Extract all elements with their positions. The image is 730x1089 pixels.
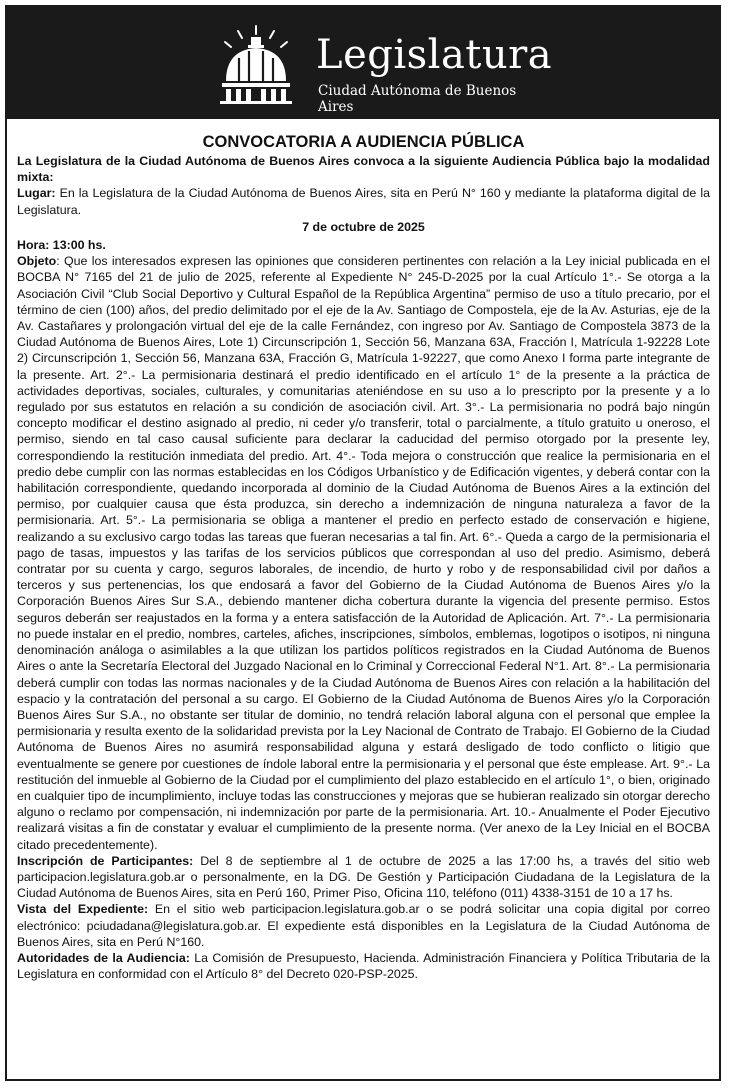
lugar-paragraph — [17, 185, 710, 217]
objeto-paragraph — [17, 253, 710, 853]
hearing-time: Hora: 13:00 hs. — [17, 238, 106, 253]
autoridades-paragraph — [17, 950, 710, 982]
notice-frame — [5, 5, 721, 1081]
notice-title: CONVOCATORIA A AUDIENCIA PÚBLICA — [202, 133, 525, 151]
vista-paragraph — [17, 901, 710, 950]
brand-subtitle: Ciudad Autónoma de Buenos Aires — [318, 83, 517, 115]
objeto-label: Objeto — [17, 254, 57, 269]
vista-text: En el sitio web participacion.legislatura.gob.ar o se podrá solicitar una copia digital por correo electrónico: pciudadana@legislatura.gob.ar. El expediente está disponibles en la Legislatura de la Ciudad Autónoma de Buenos Aires, sita en Perú N°160. — [17, 902, 710, 949]
hearing-date: 7 de octubre de 2025 — [302, 219, 425, 234]
intro-text: La Legislatura de la Ciudad Autónoma de Buenos Aires convoca a la siguiente Audiencia Pública bajo la modalidad mixta: — [17, 154, 710, 185]
lugar-label: Lugar: — [17, 186, 56, 201]
vista-label: Vista del Expediente: — [17, 902, 149, 917]
legislatura-logo — [212, 19, 553, 115]
autoridades-text: La Comisión de Presupuesto, Hacienda. Administración Financiera y Política Tributaria de la Legislatura en conformidad con el Artículo 8° del Decreto 020-PSP-2025. — [17, 950, 710, 982]
inscripcion-text: Del 8 de septiembre al 1 de octubre de 2025 a las 17:00 hs, a través del sitio web participacion.legislatura.gob.ar o personalmente, en la DG. De Gestión y Participación Ciudadana de la Legislatura de la Ciudad Autónoma de Buenos Aires, sita en Perú 160, Primer Piso, Oficina 110, teléfono (011) 4338-3151 de 10 a 17 hs. — [17, 853, 710, 901]
autoridades-label: Autoridades de la Audiencia: — [17, 950, 190, 965]
legislature-dome-icon — [212, 23, 300, 105]
objeto-text: : Que los interesados expresen las opiniones que consideren pertinentes con relación a la Ley inicial publicada en el BOCBA N° 7165 del 21 de julio de 2025, referente al Expediente N° 245-D-2025 por la cual Artículo 1°.- Se otorga a la Asociación Civil “Club Social Deportivo y Cultural Español de la República Argentina” permiso de uso a título precario, por el término de cien (100) años, del predio delimitado por el eje de la Av. Santiago de Compostela, eje de la Av. Asturias, eje de la Av. Castañares y prolongación virtual del eje de la calle Fernández, con ingreso por Av. Santiago de Compostela 3873 de la Ciudad Autónoma de Buenos Aires, Lote 1) Circunscripción 1, Sección 56, Manzana 63A, Fracción I, Matrícula 1-92228 Lote 2) Circunscripción 1, Sección 56, Manzana 63A, Fracción G, Matrícula 1-92227, que como Anexo I forma parte integrante de la presente. Art. 2°.- La permisionaria destinará el predio identificado en el artículo 1° de la presente a la práctica de actividades deportivas, sociales, culturales, y comunitarias ateniéndose en su uso a lo prescripto por la presente y a lo regulado por sus estatutos en relación a su condición de asociación civil. Art. 3°.- La permisionaria no podrá bajo ningún concepto modificar el destino asignado al predio, ni ceder y/o transferir, total o parcialmente, a título gratuito u oneroso, el permiso, siendo en tal caso causal suficiente para declarar la caducidad del permiso otorgado por la presente ley, correspondiendo la restitución inmediata del predio. Art. 4°.- Toda mejora o construcción que realice la permisionaria en el predio debe cumplir con las normas establecidas en los Códigos Urbanístico y de Edificación vigentes, y deberá contar con la habilitación correspondiente, quedando incorporada al dominio de la Ciudad Autónoma de Buenos Aires a la extinción del permiso, por cualquier causa que ésta produzca, sin derecho a indemnización de ninguna naturaleza a favor de la permisionaria. Art. 5°.- La permisionaria se obliga a mantener el predio en perfecto estado de conservación e higiene, realizando a su exclusivo cargo todas las tareas que fueran necesarias a tal fin. Art. 6°.- Queda a cargo de la permisionaria el pago de tasas, impuestos y las tarifas de los servicios públicos que correspondan al uso del predio. Asimismo, deberá contratar por su cuenta y cargo, seguros laborales, de incendio, de hurto y robo y de responsabilidad civil por daños a terceros y sus pertenencias, los que endosará a favor del Gobierno de la Ciudad Autónoma de Buenos Aires y/o la Corporación Buenos Aires Sur S.A., debiendo mantener dicha cobertura durante la vigencia del presente permiso. Estos seguros deberán ser reajustados en la forma y a entera satisfacción de la Autoridad de Aplicación. Art. 7°.- La permisionaria no puede instalar en el predio, nombres, carteles, afiches, inscripciones, símbolos, emblemas, logotipos o isotipos, ni ninguna denominación análoga o asimilables a la que utilizan los partidos políticos registrados en la Ciudad Autónoma de Buenos Aires o ante la Secretaría Electoral del Juzgado Nacional en lo Criminal y Correccional Federal N°1. Art. 8°.- La permisionaria deberá cumplir con todas las normas nacionales y de la Ciudad Autónoma de Buenos Aires con relación a la habilitación del espacio y la contratación del personal a su cargo. El Gobierno de la Ciudad Autónoma de Buenos Aires y/o la Corporación Buenos Aires Sur S.A., no obstante ser titular de dominio, no tendrá relación laboral alguna con el personal que emplee la permisionaria y resulta exento de la solidaridad prevista por la Ley Nacional de Contrato de Trabajo. El Gobierno de la Ciudad Autónoma de Buenos Aires no asumirá responsabilidad alguna y estará desligado de todo conflicto o litigio que eventualmente se genere por cuestiones de índole laboral entre la permisionaria y el personal que éste emplease. Art. 9°.- La restitución del inmueble al Gobierno de la Ciudad por el cumplimiento del plazo establecido en el artículo 1°, o bien, originado en cualquier tipo de incumplimiento, incluye todas las construcciones y mejoras que se hubieran realizado sin otorgar derecho alguno o reclamo por compensación, ni indemnización por parte de la permisionaria. Art. 10.- Anualmente el Poder Ejecutivo realizará visitas a fin de constatar y evaluar el cumplimiento de la presente norma. (Ver anexo de la Ley Inicial en el BOCBA citado precedentemente). — [17, 254, 710, 852]
lugar-text: En la Legislatura de la Ciudad Autónoma de Buenos Aires, sita en Perú N° 160 y mediante la plataforma digital de la Legislatura. — [17, 186, 710, 217]
inscripcion-paragraph — [17, 853, 710, 902]
header-banner — [7, 7, 719, 119]
inscripcion-label: Inscripción de Participantes: — [17, 853, 194, 868]
notice-body — [7, 119, 719, 982]
brand-name: Legislatura — [316, 32, 553, 78]
